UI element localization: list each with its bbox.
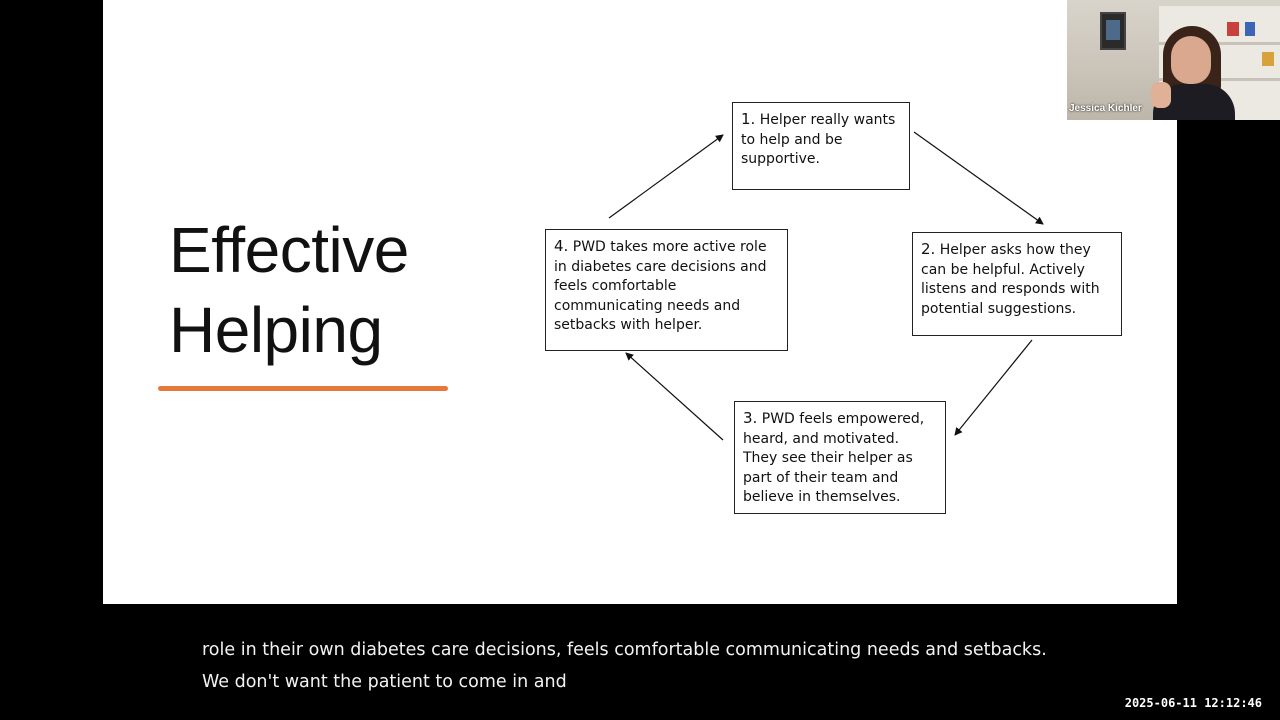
step-3-number: 3. bbox=[743, 409, 758, 427]
slide-title-line-1: Effective bbox=[169, 214, 409, 286]
shelf-item bbox=[1245, 22, 1255, 36]
shelf-item bbox=[1227, 22, 1239, 36]
cycle-step-4 bbox=[545, 229, 788, 351]
slide-title bbox=[169, 210, 409, 370]
step-1-number: 1. bbox=[741, 110, 756, 128]
arrow-4-to-1 bbox=[609, 135, 723, 218]
participant-face bbox=[1171, 36, 1211, 84]
arrow-2-to-3 bbox=[955, 340, 1032, 435]
cycle-step-3 bbox=[734, 401, 946, 514]
slide-title-line-2: Helping bbox=[169, 294, 383, 366]
shelf-item bbox=[1262, 52, 1274, 66]
caption-line-1: role in their own diabetes care decisions, feels comfortable communicating needs and setbacks. bbox=[202, 640, 1047, 660]
cycle-step-1 bbox=[732, 102, 910, 190]
recording-timestamp: 2025-06-11 12:12:46 bbox=[1124, 696, 1262, 710]
participant-name-label: Jessica Kichler bbox=[1069, 103, 1142, 114]
step-3-text: PWD feels empowered, heard, and motivated. They see their helper as part of their team and believe in themselves. bbox=[743, 411, 925, 505]
step-4-number: 4. bbox=[554, 237, 569, 255]
step-2-text: Helper asks how they can be helpful. Actively listens and responds with potential suggestions. bbox=[921, 242, 1100, 317]
step-2-number: 2. bbox=[921, 240, 936, 258]
caption-line-2: We don't want the patient to come in and bbox=[202, 672, 567, 692]
arrow-3-to-4 bbox=[626, 353, 723, 440]
wall-picture-frame bbox=[1100, 12, 1126, 50]
live-captions bbox=[202, 634, 1047, 698]
title-underline bbox=[158, 386, 448, 391]
participant-video-tile[interactable] bbox=[1067, 0, 1280, 120]
step-1-text: Helper really wants to help and be supportive. bbox=[741, 112, 896, 167]
participant-hand bbox=[1151, 82, 1171, 108]
cycle-step-2 bbox=[912, 232, 1122, 336]
arrow-1-to-2 bbox=[914, 132, 1043, 224]
presentation-slide bbox=[103, 0, 1177, 604]
step-4-text: PWD takes more active role in diabetes care decisions and feels comfortable communicating needs and setbacks with helper. bbox=[554, 239, 767, 333]
